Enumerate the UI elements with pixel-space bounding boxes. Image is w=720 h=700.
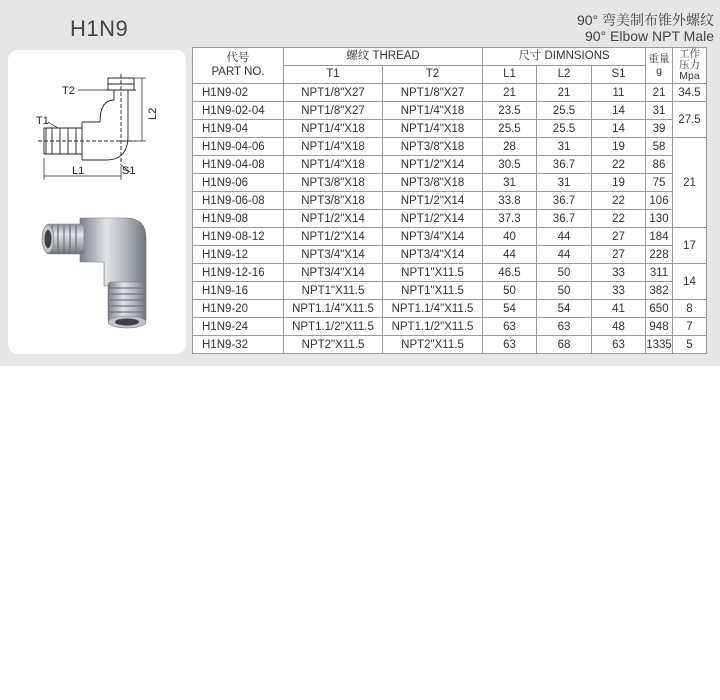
cell-l2: 50 (537, 282, 592, 300)
cell-part: H1N9-06-08 (193, 192, 284, 210)
technical-drawing (8, 50, 186, 354)
cell-part: H1N9-06 (193, 174, 284, 192)
table-row (193, 282, 707, 300)
header-pressure-unit: Mpa (679, 70, 700, 82)
cell-t1: NPT1.1/2"X11.5 (284, 318, 383, 336)
header-pressure-cn2: 压力 (679, 58, 700, 71)
cell-t2: NPT1/8"X27 (383, 84, 483, 102)
cell-s1: 41 (592, 300, 646, 318)
table-row (193, 300, 707, 318)
cell-t2: NPT1.1/2"X11.5 (383, 318, 483, 336)
table-row (193, 246, 707, 264)
cell-weight: 382 (646, 282, 673, 300)
header-pressure (673, 48, 707, 84)
cell-weight: 39 (646, 120, 673, 138)
product-illustration (8, 50, 186, 354)
cell-s1: 22 (592, 210, 646, 228)
cell-l1: 31 (483, 174, 537, 192)
cell-t2: NPT2"X11.5 (383, 336, 483, 354)
cell-l2: 63 (537, 318, 592, 336)
cell-l1: 33.8 (483, 192, 537, 210)
cell-s1: 19 (592, 138, 646, 156)
cell-l2: 31 (537, 138, 592, 156)
cell-l1: 50 (483, 282, 537, 300)
table-row (193, 156, 707, 174)
cell-t1: NPT1/4"X18 (284, 156, 383, 174)
cell-t2: NPT3/4"X14 (383, 228, 483, 246)
label-l2: L2 (147, 107, 159, 120)
table-row (193, 138, 707, 156)
cell-t2: NPT1/4"X18 (383, 102, 483, 120)
cell-t1: NPT1.1/4"X11.5 (284, 300, 383, 318)
cell-weight: 106 (646, 192, 673, 210)
cell-l1: 25.5 (483, 120, 537, 138)
cell-part: H1N9-04 (193, 120, 284, 138)
cell-pressure: 14 (673, 264, 707, 300)
cell-t2: NPT1/4"X18 (383, 120, 483, 138)
cell-l1: 63 (483, 318, 537, 336)
cell-l2: 25.5 (537, 102, 592, 120)
cell-part: H1N9-32 (193, 336, 284, 354)
header-weight-cn: 重量 (648, 53, 670, 66)
cell-t2: NPT1/2"X14 (383, 192, 483, 210)
cell-t2: NPT1"X11.5 (383, 282, 483, 300)
cell-l1: 28 (483, 138, 537, 156)
cell-t2: NPT1/2"X14 (383, 210, 483, 228)
cell-part: H1N9-20 (193, 300, 284, 318)
specification-table (192, 47, 707, 354)
label-t2: T2 (62, 85, 75, 97)
cell-part: H1N9-04-08 (193, 156, 284, 174)
cell-pressure: 21 (673, 138, 707, 228)
cell-s1: 27 (592, 246, 646, 264)
cell-t2: NPT1/2"X14 (383, 156, 483, 174)
cell-pressure: 17 (673, 228, 707, 264)
cell-s1: 19 (592, 174, 646, 192)
header-dimensions: 尺寸 DIMNSIONS (483, 48, 646, 66)
header-weight (646, 48, 673, 84)
cell-t1: NPT3/8"X18 (284, 174, 383, 192)
cell-s1: 63 (592, 336, 646, 354)
elbow-drawing (38, 74, 136, 164)
cell-l2: 36.7 (537, 210, 592, 228)
cell-l1: 30.5 (483, 156, 537, 174)
cell-l1: 54 (483, 300, 537, 318)
cell-s1: 33 (592, 282, 646, 300)
cell-t2: NPT3/8"X18 (383, 138, 483, 156)
cell-part: H1N9-08-12 (193, 228, 284, 246)
cell-l2: 36.7 (537, 156, 592, 174)
cell-l1: 37.3 (483, 210, 537, 228)
cell-t1: NPT3/8"X18 (284, 192, 383, 210)
cell-s1: 14 (592, 120, 646, 138)
title-english: 90° Elbow NPT Male (584, 28, 714, 44)
cell-t1: NPT1/4"X18 (284, 120, 383, 138)
cell-pressure: 7 (673, 318, 707, 336)
cell-l2: 25.5 (537, 120, 592, 138)
table-row (193, 318, 707, 336)
cell-l2: 50 (537, 264, 592, 282)
table-row (193, 192, 707, 210)
cell-t2: NPT1"X11.5 (383, 264, 483, 282)
table-row (193, 102, 707, 120)
cell-l2: 21 (537, 84, 592, 102)
cell-weight: 58 (646, 138, 673, 156)
cell-t1: NPT3/4"X14 (284, 264, 383, 282)
model-code: H1N9 (70, 16, 129, 41)
cell-weight: 86 (646, 156, 673, 174)
cell-weight: 75 (646, 174, 673, 192)
table-row (193, 120, 707, 138)
cell-t1: NPT2"X11.5 (284, 336, 383, 354)
cell-s1: 27 (592, 228, 646, 246)
table-row (193, 336, 707, 354)
cell-s1: 22 (592, 192, 646, 210)
cell-s1: 22 (592, 156, 646, 174)
title-chinese: 90° 弯美制布锥外螺纹 (576, 12, 714, 28)
cell-l1: 46.5 (483, 264, 537, 282)
label-l1: L1 (72, 165, 85, 177)
cell-t2: NPT3/4"X14 (383, 246, 483, 264)
cell-pressure: 34.5 (673, 84, 707, 102)
header-pressure-cn1: 工作 (679, 47, 700, 60)
cell-weight: 948 (646, 318, 673, 336)
cell-weight: 311 (646, 264, 673, 282)
cell-part: H1N9-16 (193, 282, 284, 300)
header-l2: L2 (537, 66, 592, 84)
cell-t1: NPT1/8"X27 (284, 84, 383, 102)
fitting-photo (42, 218, 146, 328)
cell-part: H1N9-12 (193, 246, 284, 264)
cell-pressure: 5 (673, 336, 707, 354)
cell-t1: NPT1/2"X14 (284, 228, 383, 246)
cell-s1: 48 (592, 318, 646, 336)
cell-l1: 21 (483, 84, 537, 102)
header-part-en: PART NO. (211, 65, 265, 78)
cell-part: H1N9-24 (193, 318, 284, 336)
cell-s1: 33 (592, 264, 646, 282)
cell-s1: 11 (592, 84, 646, 102)
cell-s1: 14 (592, 102, 646, 120)
header-weight-unit: g (656, 64, 662, 77)
header-part-no (193, 48, 284, 84)
cell-pressure: 8 (673, 300, 707, 318)
cell-part: H1N9-02 (193, 84, 284, 102)
cell-l2: 44 (537, 228, 592, 246)
cell-part: H1N9-08 (193, 210, 284, 228)
cell-l2: 44 (537, 246, 592, 264)
cell-weight: 130 (646, 210, 673, 228)
table-row (193, 228, 707, 246)
cell-weight: 228 (646, 246, 673, 264)
cell-l1: 44 (483, 246, 537, 264)
header-thread: 螺纹 THREAD (284, 48, 483, 66)
cell-weight: 1335 (646, 336, 673, 354)
cell-t1: NPT1"X11.5 (284, 282, 383, 300)
cell-weight: 650 (646, 300, 673, 318)
header-t2: T2 (383, 66, 483, 84)
cell-t1: NPT1/4"X18 (284, 138, 383, 156)
cell-weight: 31 (646, 102, 673, 120)
label-s1: S1 (122, 165, 136, 177)
label-t1: T1 (36, 115, 49, 127)
header-part-cn: 代号 (226, 52, 250, 65)
cell-pressure: 27.5 (673, 102, 707, 138)
table-row (193, 174, 707, 192)
table-row (193, 210, 707, 228)
cell-l2: 36.7 (537, 192, 592, 210)
cell-l1: 23.5 (483, 102, 537, 120)
header-s1: S1 (592, 66, 646, 84)
cell-l1: 40 (483, 228, 537, 246)
cell-t1: NPT3/4"X14 (284, 246, 383, 264)
cell-part: H1N9-02-04 (193, 102, 284, 120)
cell-t1: NPT1/2"X14 (284, 210, 383, 228)
header-l1: L1 (483, 66, 537, 84)
cell-part: H1N9-12-16 (193, 264, 284, 282)
cell-t2: NPT1.1/4"X11.5 (383, 300, 483, 318)
cell-weight: 184 (646, 228, 673, 246)
cell-part: H1N9-04-06 (193, 138, 284, 156)
cell-t2: NPT3/8"X18 (383, 174, 483, 192)
table-row (193, 264, 707, 282)
cell-weight: 21 (646, 84, 673, 102)
cell-l2: 54 (537, 300, 592, 318)
cell-l2: 31 (537, 174, 592, 192)
cell-l2: 68 (537, 336, 592, 354)
header-t1: T1 (284, 66, 383, 84)
table-row (193, 84, 707, 102)
cell-t1: NPT1/8"X27 (284, 102, 383, 120)
cell-l1: 63 (483, 336, 537, 354)
